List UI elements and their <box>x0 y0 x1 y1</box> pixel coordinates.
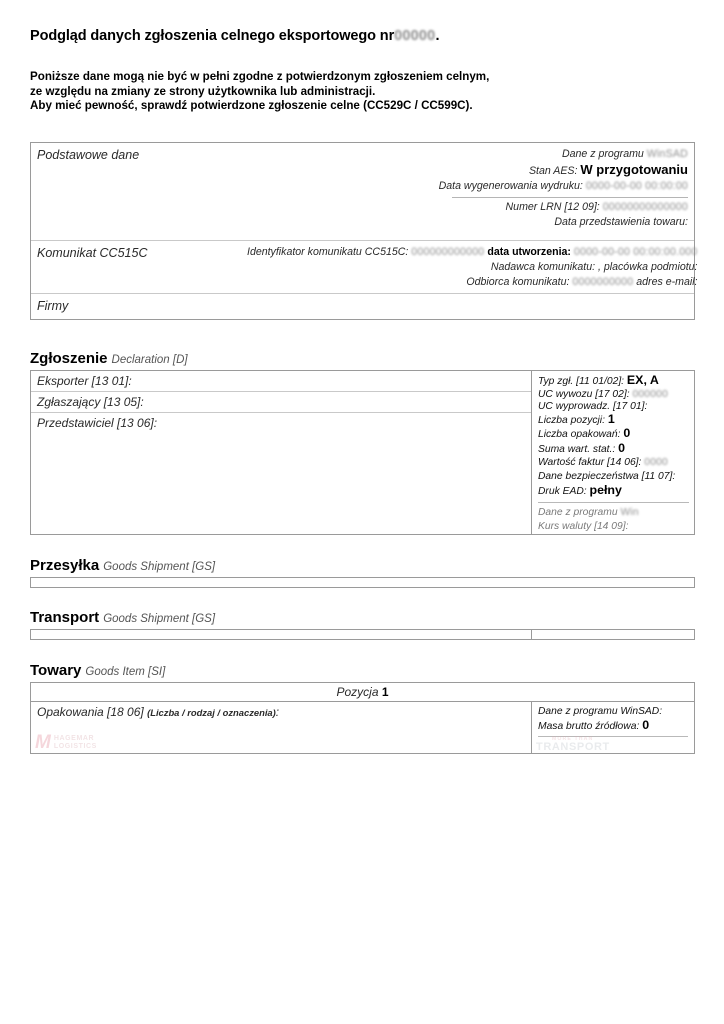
basic-data-row <box>31 143 694 240</box>
intro-line-2: ze względu na zmiany ze strony użytkownika lub administracji. <box>30 84 376 98</box>
shipment-table <box>30 577 695 588</box>
shipment-heading <box>30 557 215 574</box>
declaration-stat-value-value: 0 <box>618 440 626 455</box>
message-identifier-line <box>247 245 698 260</box>
message-email-label: adres e-mail: <box>636 276 698 288</box>
declaration-uc-exit-label: UC wyprowadz. [17 01]: <box>538 400 648 412</box>
message-section-label-cell <box>31 241 241 293</box>
declaration-security-line <box>538 470 689 484</box>
declaration-row-exporter: Eksporter [13 01]: <box>37 374 132 388</box>
declaration-uc-export-line <box>538 389 689 401</box>
aes-state-line <box>247 162 688 179</box>
companies-row <box>31 293 694 319</box>
goods-packaging-colon: : <box>275 705 280 719</box>
declaration-summary-column <box>532 371 694 534</box>
transport-heading <box>30 609 215 626</box>
hagemar-logo-watermark <box>35 733 97 752</box>
basic-data-section-label: Podstawowe dane <box>37 148 140 162</box>
message-created-value-redacted: 0000-00-00 00:00:00.000 <box>573 246 698 258</box>
declaration-invoice-value-redacted: 0000 <box>644 457 668 469</box>
declaration-heading <box>30 350 188 367</box>
declaration-invoice-value-label: Wartość faktur [14 06]: <box>538 457 642 469</box>
transport-cell-right <box>532 630 694 639</box>
goods-body <box>31 702 694 753</box>
transport-cell-left <box>31 630 532 639</box>
declaration-ead-line <box>538 484 689 499</box>
message-receiver-value-redacted: 0000000000 <box>572 276 634 288</box>
declaration-items-count-line <box>538 413 689 428</box>
declaration-table <box>30 370 695 535</box>
companies-section-label-cell <box>31 294 241 319</box>
companies-section-label: Firmy <box>37 299 69 313</box>
declaration-currency-rate-line <box>538 520 689 534</box>
declaration-type-line <box>538 374 689 389</box>
declaration-parties-column <box>31 371 532 534</box>
goods-position-header <box>31 683 694 702</box>
hagemar-logo-line-1: HAGEMAR <box>53 734 95 742</box>
declaration-program-label: Dane z programu <box>538 507 618 519</box>
message-row <box>31 240 698 293</box>
declaration-security-label: Dane bezpieczeństwa [11 07]: <box>538 470 676 482</box>
transport-table <box>30 629 695 640</box>
goods-position-label: Pozycja <box>336 685 379 699</box>
intro-line-1: Poniższe dane mogą nie być w pełni zgodne z potwierdzonym zgłoszeniem celnym, <box>30 70 490 83</box>
transport-heading-subtitle: Goods Shipment [GS] <box>103 613 216 625</box>
lrn-separator <box>452 197 688 198</box>
lrn-line <box>247 200 688 215</box>
declaration-uc-export-label: UC wywozu [17 02]: <box>538 388 630 400</box>
goods-source-cell <box>532 702 694 753</box>
hagemar-logo-text <box>54 735 97 751</box>
program-label: Dane z programu <box>561 148 644 160</box>
page-title-text: Podgląd danych zgłoszenia celnego eksportowego nr <box>30 28 395 44</box>
aes-state-value: W przygotowaniu <box>580 162 688 177</box>
declaration-stat-value-line <box>538 442 689 457</box>
goods-presentation-line <box>247 215 688 230</box>
page-title-number-redacted: 00000 <box>394 28 436 44</box>
goods-gross-mass-value: 0 <box>642 717 650 732</box>
intro-line-3: Aby mieć pewność, sprawdź potwierdzone zgłoszenie celne (CC529C / CC599C). <box>30 99 473 113</box>
program-line <box>247 147 688 162</box>
page-title-period: . <box>435 28 440 44</box>
hagemar-logo-mark-icon: M <box>35 732 49 753</box>
print-date-value-redacted: 0000-00-00 00:00:00 <box>585 180 688 192</box>
message-sender-line <box>247 260 698 275</box>
declaration-row-declarant: Zgłaszający [13 05]: <box>31 391 531 412</box>
declaration-program-line <box>538 506 689 520</box>
goods-gross-mass-label: Masa brutto źródłowa: <box>538 720 640 732</box>
shipment-heading-subtitle: Goods Shipment [GS] <box>103 561 216 573</box>
declaration-heading-subtitle: Declaration [D] <box>111 354 188 366</box>
goods-program-label: Dane z programu WinSAD: <box>538 706 663 717</box>
message-identifier-label: Identyfikator komunikatu CC515C: <box>247 246 409 258</box>
declaration-program-value-redacted: Win <box>620 507 639 519</box>
goods-heading-title: Towary <box>30 662 82 679</box>
message-identifier-value-redacted: 000000000000 <box>411 246 485 258</box>
goods-packaging-label: Opakowania [18 06] <box>37 705 144 719</box>
declaration-items-count-label: Liczba pozycji: <box>538 414 605 426</box>
goods-packaging-cell <box>31 702 532 753</box>
goods-packaging-line <box>37 705 525 719</box>
declaration-uc-export-value-redacted: 000000 <box>632 388 669 400</box>
message-receiver-line <box>247 275 698 290</box>
companies-values-cell <box>241 294 694 319</box>
declaration-ead-value: pełny <box>589 482 622 497</box>
declaration-packages-count-line <box>538 427 689 442</box>
transport-heading-title: Transport <box>30 609 100 626</box>
declaration-type-value: EX, A <box>626 373 659 387</box>
intro-paragraph <box>30 70 489 114</box>
basic-data-table <box>30 142 698 320</box>
goods-program-line <box>538 705 688 719</box>
lrn-value-redacted: 00000000000000 <box>602 201 688 213</box>
transport-tagline-watermark <box>536 737 610 753</box>
message-values-cell <box>241 241 704 293</box>
declaration-separator <box>538 502 689 503</box>
declaration-row-representative: Przedstawiciel [13 06]: <box>31 412 531 433</box>
lrn-label: Numer LRN [12 09]: <box>505 201 600 213</box>
goods-packaging-detail: (Liczba / rodzaj / oznaczenia) <box>147 707 276 718</box>
tagline-transport: TRANSPORT <box>536 741 610 753</box>
basic-data-section-label-cell <box>31 143 241 240</box>
print-date-label: Data wygenerowania wydruku: <box>438 180 583 192</box>
goods-heading <box>30 662 165 679</box>
hagemar-logo-line-2: LOGISTICS <box>53 742 97 750</box>
declaration-ead-label: Druk EAD: <box>538 485 587 497</box>
declaration-currency-rate-label: Kurs waluty [14 09]: <box>538 520 629 532</box>
program-value-redacted: WinSAD <box>646 148 688 160</box>
declaration-items-count-value: 1 <box>607 411 615 426</box>
declaration-invoice-value-line <box>538 456 689 470</box>
declaration-stat-value-label: Suma wart. stat.: <box>538 443 616 455</box>
declaration-heading-title: Zgłoszenie <box>30 350 108 367</box>
message-sender-label: Nadawca komunikatu: , placówka podmiotu: <box>490 261 698 273</box>
goods-gross-mass-line <box>538 719 688 734</box>
page-title <box>30 28 439 44</box>
tagline-more-than: MORE THAN <box>552 735 594 742</box>
declaration-packages-count-label: Liczba opakowań: <box>538 429 621 441</box>
goods-presentation-label: Data przedstawienia towaru: <box>554 216 688 228</box>
message-created-label: data utworzenia: <box>487 246 571 258</box>
declaration-packages-count-value: 0 <box>623 426 631 441</box>
print-date-line <box>247 179 688 194</box>
goods-table <box>30 682 695 754</box>
goods-position-number: 1 <box>381 685 389 699</box>
aes-state-label: Stan AES: <box>528 165 578 177</box>
goods-heading-subtitle: Goods Item [SI] <box>85 666 166 678</box>
shipment-heading-title: Przesyłka <box>30 557 100 574</box>
message-receiver-label: Odbiorca komunikatu: <box>466 276 570 288</box>
basic-data-values-cell <box>241 143 694 240</box>
message-section-label: Komunikat CC515C <box>37 246 148 260</box>
declaration-type-label: Typ zgł. [11 01/02]: <box>538 376 625 387</box>
